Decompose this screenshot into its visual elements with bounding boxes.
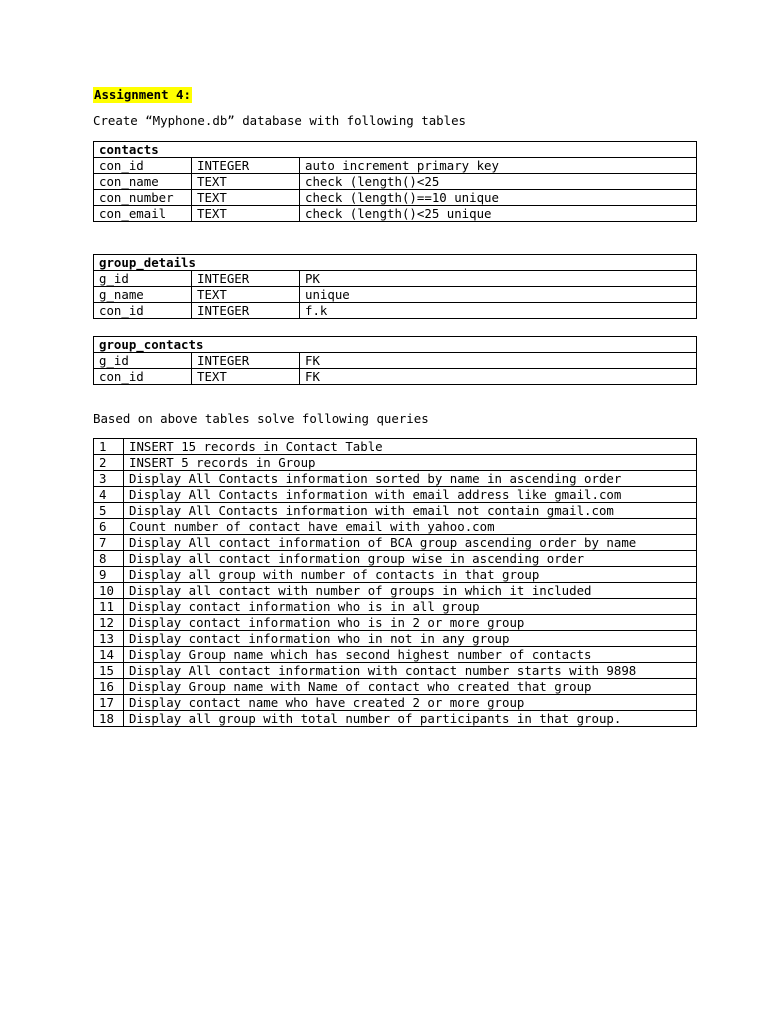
query-text: Display Group name which has second highest number of contacts [124, 647, 697, 663]
query-row [94, 455, 697, 471]
table-row [94, 190, 697, 206]
column-constraint: PK [300, 271, 697, 287]
query-row [94, 711, 697, 727]
column-type: INTEGER [192, 303, 300, 319]
queries-table [93, 438, 697, 727]
column-constraint: check (length()<25 [300, 174, 697, 190]
query-row [94, 471, 697, 487]
query-text: Display All contact information of BCA group ascending order by name [124, 535, 697, 551]
column-type: TEXT [192, 287, 300, 303]
query-text: Display all contact with number of groups in which it included [124, 583, 697, 599]
table-row [94, 271, 697, 287]
query-row [94, 599, 697, 615]
query-text: Display contact information who is in all group [124, 599, 697, 615]
query-text: Display All Contacts information with email address like gmail.com [124, 487, 697, 503]
group-details-table [93, 254, 697, 319]
intro-text: Create “Myphone.db” database with following tables [93, 113, 466, 128]
column-type: INTEGER [192, 353, 300, 369]
query-number: 6 [94, 519, 124, 535]
query-text: Display all group with total number of participants in that group. [124, 711, 697, 727]
column-name: con_id [94, 158, 192, 174]
query-number: 5 [94, 503, 124, 519]
column-constraint: FK [300, 369, 697, 385]
query-text: Display contact information who in not in any group [124, 631, 697, 647]
query-row [94, 695, 697, 711]
table-header-row [94, 142, 697, 158]
query-number: 4 [94, 487, 124, 503]
query-number: 3 [94, 471, 124, 487]
query-text: Display All Contacts information with email not contain gmail.com [124, 503, 697, 519]
query-text: Display contact information who is in 2 or more group [124, 615, 697, 631]
query-row [94, 647, 697, 663]
query-text: Display All Contacts information sorted by name in ascending order [124, 471, 697, 487]
query-number: 2 [94, 455, 124, 471]
query-number: 12 [94, 615, 124, 631]
query-number: 11 [94, 599, 124, 615]
column-constraint: check (length()==10 unique [300, 190, 697, 206]
queries-intro: Based on above tables solve following queries [93, 411, 429, 426]
column-name: con_id [94, 369, 192, 385]
column-name: g_id [94, 353, 192, 369]
assignment-heading: Assignment 4: [94, 87, 191, 102]
contacts-table [93, 141, 697, 222]
query-number: 8 [94, 551, 124, 567]
column-name: g_name [94, 287, 192, 303]
query-row [94, 567, 697, 583]
table-name: group_contacts [94, 337, 697, 353]
column-constraint: check (length()<25 unique [300, 206, 697, 222]
column-type: TEXT [192, 190, 300, 206]
query-row [94, 583, 697, 599]
query-row [94, 679, 697, 695]
column-type: TEXT [192, 174, 300, 190]
query-text: Count number of contact have email with yahoo.com [124, 519, 697, 535]
query-number: 7 [94, 535, 124, 551]
column-constraint: f.k [300, 303, 697, 319]
query-row [94, 615, 697, 631]
query-text: Display All contact information with contact number starts with 9898 [124, 663, 697, 679]
query-number: 10 [94, 583, 124, 599]
column-name: g_id [94, 271, 192, 287]
query-row [94, 631, 697, 647]
table-header-row [94, 255, 697, 271]
query-number: 15 [94, 663, 124, 679]
query-text: Display Group name with Name of contact who created that group [124, 679, 697, 695]
query-text: Display contact name who have created 2 or more group [124, 695, 697, 711]
query-text: Display all contact information group wise in ascending order [124, 551, 697, 567]
table-row [94, 353, 697, 369]
table-name: contacts [94, 142, 697, 158]
query-text: INSERT 5 records in Group [124, 455, 697, 471]
column-name: con_name [94, 174, 192, 190]
query-row [94, 487, 697, 503]
table-row [94, 287, 697, 303]
table-row [94, 206, 697, 222]
group-contacts-table [93, 336, 697, 385]
query-text: Display all group with number of contacts in that group [124, 567, 697, 583]
query-row [94, 439, 697, 455]
query-number: 9 [94, 567, 124, 583]
table-row [94, 369, 697, 385]
query-text: INSERT 15 records in Contact Table [124, 439, 697, 455]
column-type: INTEGER [192, 271, 300, 287]
table-name: group_details [94, 255, 697, 271]
query-number: 13 [94, 631, 124, 647]
column-name: con_number [94, 190, 192, 206]
queries-body [94, 439, 697, 727]
column-name: con_email [94, 206, 192, 222]
query-number: 14 [94, 647, 124, 663]
column-type: TEXT [192, 369, 300, 385]
table-row [94, 303, 697, 319]
column-constraint: auto increment primary key [300, 158, 697, 174]
query-row [94, 551, 697, 567]
query-row [94, 535, 697, 551]
query-row [94, 519, 697, 535]
column-constraint: unique [300, 287, 697, 303]
query-row [94, 663, 697, 679]
column-name: con_id [94, 303, 192, 319]
query-number: 17 [94, 695, 124, 711]
query-number: 16 [94, 679, 124, 695]
table-header-row [94, 337, 697, 353]
column-type: INTEGER [192, 158, 300, 174]
column-type: TEXT [192, 206, 300, 222]
table-row [94, 174, 697, 190]
query-row [94, 503, 697, 519]
column-constraint: FK [300, 353, 697, 369]
table-row [94, 158, 697, 174]
query-number: 18 [94, 711, 124, 727]
query-number: 1 [94, 439, 124, 455]
